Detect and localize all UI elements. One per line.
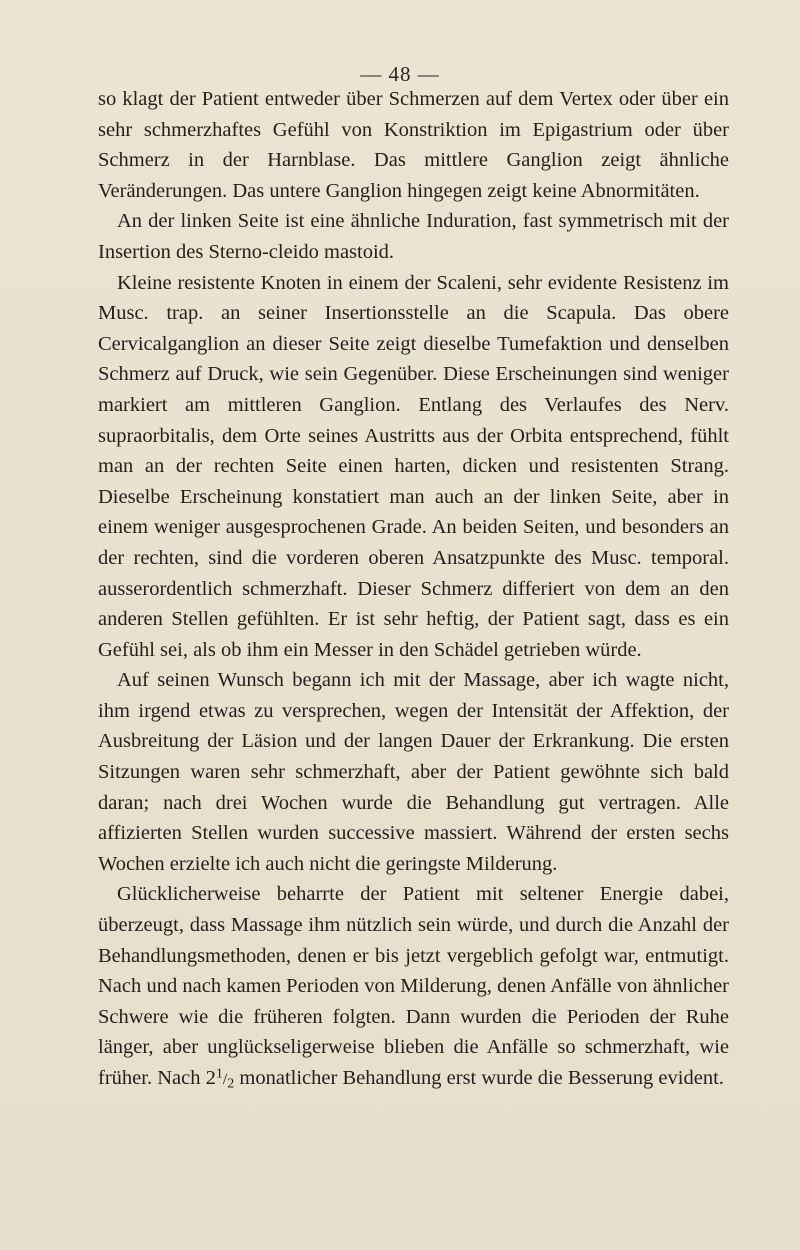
fraction-slash: / <box>222 1071 228 1088</box>
last-line-end: monatlicher Behandlung erst wurde die Besserung evident. <box>234 1067 724 1089</box>
paragraph-1: so klagt der Patient entweder über Schmerzen auf dem Vertex oder über ein sehr schmerzhaftes Gefühl von Konstriktion im Epigastrium oder über Schmerz in der Harnblase. Das mittlere Ganglion zeigt ähnliche Veränderungen. Das untere Ganglion hingegen zeigt keine Abnormitäten. <box>98 88 729 202</box>
fraction-denominator: 2 <box>227 1076 235 1092</box>
paragraph-3: Kleine resistente Knoten in einem der Scaleni, sehr evidente Resistenz im Musc. trap. an seiner Insertionsstelle an die Scapula. Das obere Cervicalganglion an dieser Seite zeigt dieselbe Tumefaktion und denselben Schmerz auf Druck, wie sein Gegenüber. Diese Erscheinungen sind weniger markiert am mittleren Ganglion. Entlang des Verlaufes des Nerv. supraorbitalis, dem Orte seines Austritts aus der Orbita entsprechend, fühlt man an der rechten Seite einen harten, dicken und resistenten Strang. Dieselbe Erscheinung konstatiert man auch an der linken Seite, aber in einem weniger ausgesprochenen Grade. An beiden Seiten, und besonders an der rechten, sind die vorderen oberen Ansatzpunkte des Musc. temporal. ausserordentlich schmerzhaft. Dieser Schmerz differiert von dem an den anderen Stellen gefühlten. Er ist sehr heftig, der Patient sagt, dass es ein Gefühl sei, als ob ihm ein Messer in den Schädel getrieben würde. <box>98 271 729 661</box>
paragraph-4: Auf seinen Wunsch begann ich mit der Massage, aber ich wagte nicht, ihm irgend etwas zu versprechen, wegen der Intensität der Affektion, der Ausbreitung der Läsion und der langen Dauer der Erkrankung. Die ersten Sitzungen waren sehr schmerzhaft, aber der Patient gewöhnte sich bald daran; nach drei Wochen wurde die Behandlung gut vertragen. Alle affizierten Stellen wurden successive massiert. Während der ersten sechs Wochen erzielte ich auch nicht die geringste Milderung. <box>98 669 729 875</box>
body-text <box>98 84 729 1096</box>
page-number: — 48 — <box>360 62 440 86</box>
paragraph-2: An der linken Seite ist eine ähnliche Induration, fast symmetrisch mit der Insertion des Sterno-cleido mastoid. <box>98 210 729 263</box>
fraction-numerator: 1 <box>215 1066 223 1082</box>
paragraph-5-text: Glücklicherweise beharrte der Patient mit seltener Energie dabei, überzeugt, dass Massage ihm nützlich sein würde, und durch die Anzahl der Behandlungsmethoden, denen er bis jetzt vergeblich gefolgt war, entmutigt. Nach und nach kamen Perioden von Milderung, denen Anfälle von ähnlicher Schwere wie die früheren folgten. Dann wurden die Perioden der Ruhe länger, aber unglückseligerweise blieben die Anfälle so schmerzhaft, wie früher. <box>98 883 729 1089</box>
paragraph-5 <box>98 879 729 1095</box>
last-line-start: Nach 2 <box>157 1067 216 1089</box>
